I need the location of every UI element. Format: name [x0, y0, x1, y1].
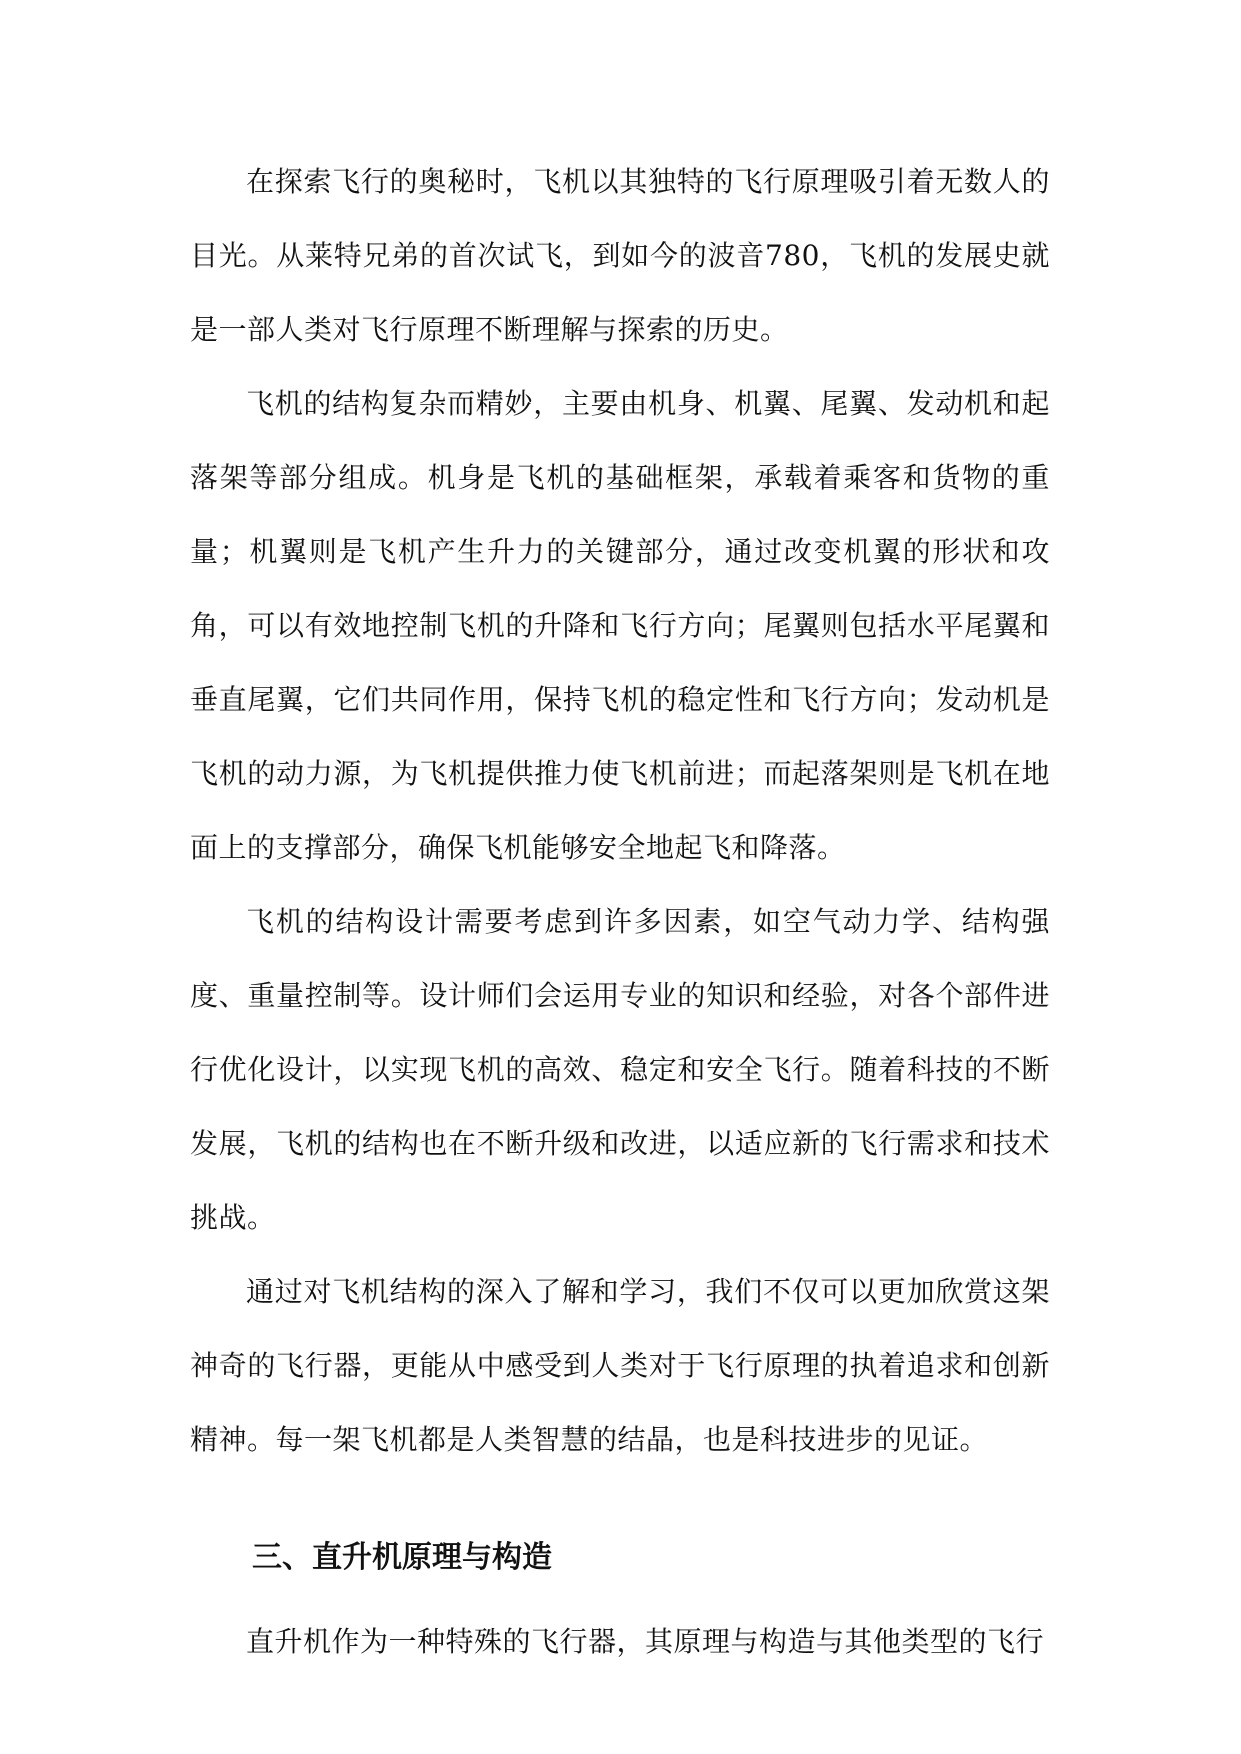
section-heading-helicopter: 三、直升机原理与构造	[252, 1540, 552, 1575]
paragraph-design: 飞机的结构设计需要考虑到许多因素，如空气动力学、结构强度、重量控制等。设计师们会运用专业的知识和经验，对各个部件进行优化设计，以实现飞机的高效、稳定和安全飞行。随着科技的不断发展，飞机的结构也在不断升级和改进，以适应新的飞行需求和技术挑战。	[190, 905, 1050, 1234]
paragraph-conclusion: 通过对飞机结构的深入了解和学习，我们不仅可以更加欣赏这架神奇的飞行器，更能从中感受到人类对于飞行原理的执着追求和创新精神。每一架飞机都是人类智慧的结晶，也是科技进步的见证。	[190, 1275, 1050, 1456]
paragraph-structure: 飞机的结构复杂而精妙，主要由机身、机翼、尾翼、发动机和起落架等部分组成。机身是飞机的基础框架，承载着乘客和货物的重量；机翼则是飞机产生升力的关键部分，通过改变机翼的形状和攻角，可以有效地控制飞机的升降和飞行方向；尾翼则包括水平尾翼和垂直尾翼，它们共同作用，保持飞机的稳定性和飞行方向；发动机是飞机的动力源，为飞机提供推力使飞机前进；而起落架则是飞机在地面上的支撑部分，确保飞机能够安全地起飞和降落。	[190, 387, 1050, 864]
paragraph-helicopter-intro: 直升机作为一种特殊的飞行器，其原理与构造与其他类型的飞行	[246, 1625, 1045, 1658]
document-body	[190, 145, 1050, 1679]
paragraph-intro: 在探索飞行的奥秘时，飞机以其独特的飞行原理吸引着无数人的目光。从莱特兄弟的首次试飞，到如今的波音780，飞机的发展史就是一部人类对飞行原理不断理解与探索的历史。	[190, 165, 1050, 346]
